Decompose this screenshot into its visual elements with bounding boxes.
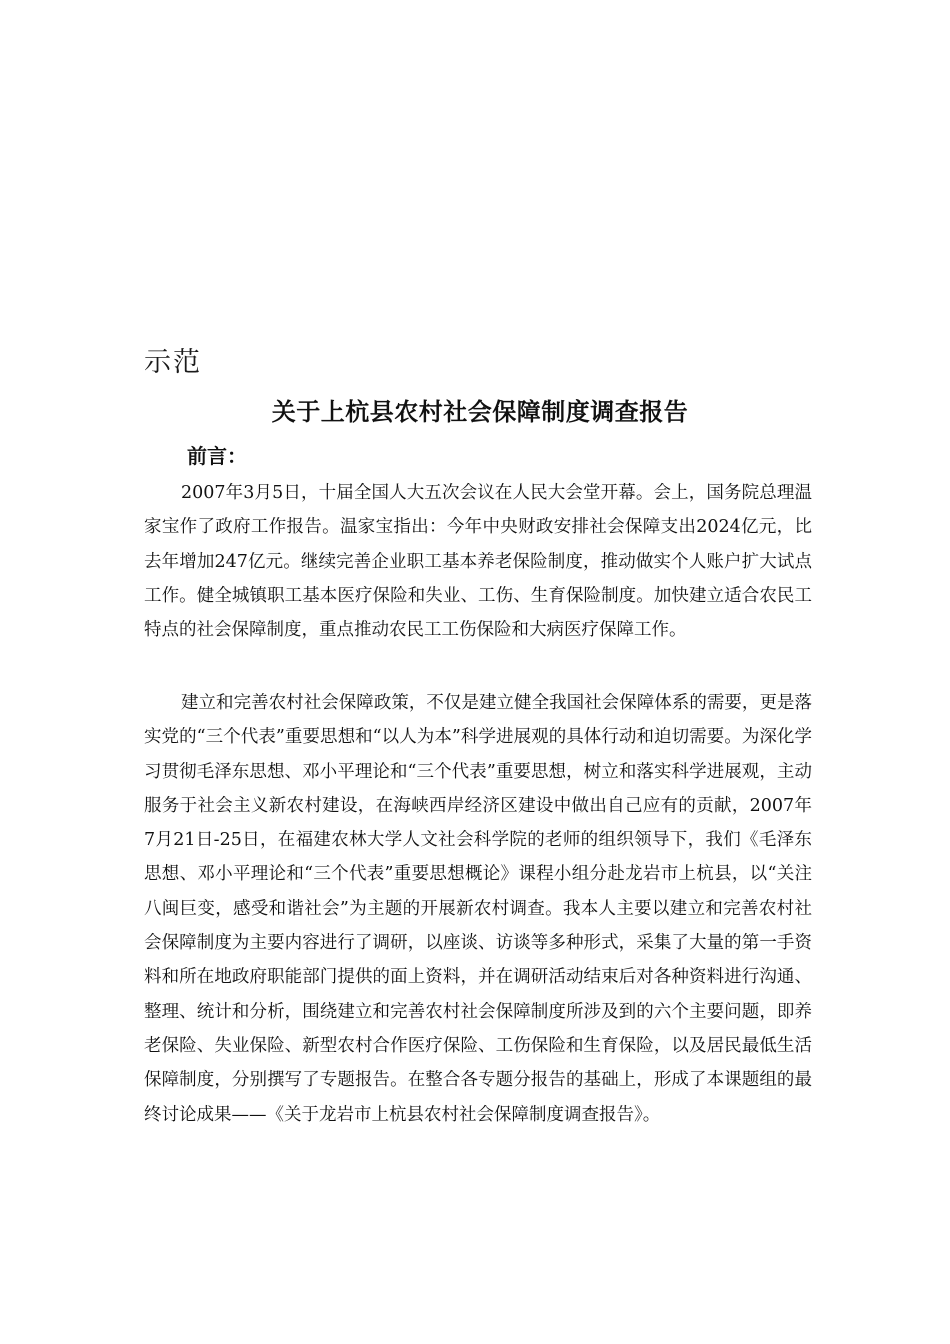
document-title: 关于上杭县农村社会保障制度调查报告 <box>271 398 689 426</box>
demo-label: 示范 <box>144 347 202 378</box>
body-paragraph-2: 建立和完善农村社会保障政策，不仅是建立健全我国社会保障体系的需要，更是落实党的“三个代表”重要思想和“以人为本”科学进展观的具体行动和迫切需要。为深化学习贯彻毛泽东思想、邓小平理论和“三个代表”重要思想，树立和落实科学进展观，主动服务于社会主义新农村建设，在海峡西岸经济区建设中做出自己应有的贡献，2007年7月21日-25日，在福建农林大学人文社会科学院的老师的组织领导下，我们《毛泽东思想、邓小平理论和“三个代表”重要思想概论》课程小组分赴龙岩市上杭县，以“关注八闽巨变，感受和谐社会”为主题的开展新农村调查。我本人主要以建立和完善农村社会保障制度为主要内容进行了调研，以座谈、访谈等多种形式，采集了大量的第一手资料和所在地政府职能部门提供的面上资料，并在调研活动结束后对各种资料进行沟通、整理、统计和分析，围绕建立和完善农村社会保障制度所涉及到的六个主要问题，即养老保险、失业保险、新型农村合作医疗保险、工伤保险和生育保险，以及居民最低生活保障制度，分别撰写了专题报告。在整合各专题分报告的基础上，形成了本课题组的最终讨论成果——《关于龙岩市上杭县农村社会保障制度调查报告》。 <box>144 693 812 1125</box>
body-paragraph-1: 2007年3月5日，十届全国人大五次会议在人民大会堂开幕。会上，国务院总理温家宝作了政府工作报告。温家宝指出：今年中央财政安排社会保障支出2024亿元，比去年增加247亿元。继续完善企业职工基本养老保险制度，推动做实个人账户扩大试点工作。健全城镇职工基本医疗保险和失业、工伤、生育保险制度。加快建立适合农民工特点的社会保障制度，重点推动农民工工伤保险和大病医疗保障工作。 <box>144 483 812 641</box>
preface-heading: 前言： <box>187 444 247 468</box>
